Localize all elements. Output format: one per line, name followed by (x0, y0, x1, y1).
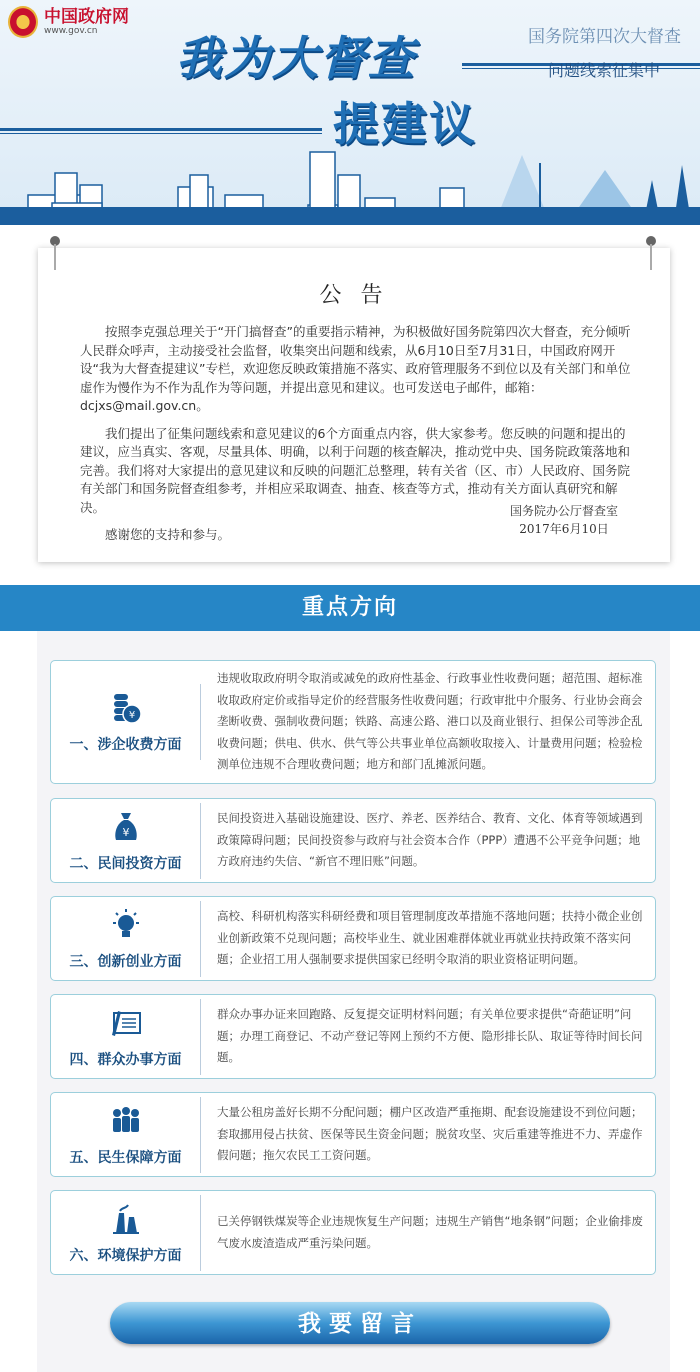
document-pen-icon (108, 1005, 144, 1041)
site-url: www.gov.cn (44, 26, 98, 36)
focus-item (50, 1190, 656, 1275)
announcement-paragraph: 按照李克强总理关于“开门搞督查”的重要指示精神，为积极做好国务院第四次大督查，充分倾听人民群众呼声，主动接受社会监督，收集突出问题和线索，从6月10日至7月31日，中国政府网开设“我为大督查提建议”专栏，欢迎您反映政策措施不落实、政府管理服务不到位以及有关部门和单位虚作为慢作为不作为乱作为等问题，并提出意见和建议。也可发送电子邮件，邮箱：dcjxs@mail.gov.cn。 (80, 324, 631, 413)
banner-title-line1: 我为大督查 (176, 31, 416, 85)
signature-org: 国务院办公厅督查室 (509, 504, 618, 518)
focus-item-text: 群众办事办证来回跑路、反复提交证明材料问题；有关单位要求提供“奇葩证明”问题；办理工商登记、不动产登记等网上预约不方便、隐形排长队、取证等待时间长问题。 (217, 1007, 643, 1065)
announcement-title: 公 告 (319, 283, 389, 308)
city-skyline-illustration (0, 135, 700, 225)
signature-date: 2017年6月10日 (519, 522, 609, 536)
focus-item-text: 高校、科研机构落实科研经费和项目管理制度改革措施不落地问题；扶持小微企业创业创新政策不兑现问题；高校毕业生、就业困难群体就业再就业扶持政策不落实问题；企业招工用人强制要求提供国家已经明令取消的职业资格证明问题。 (217, 909, 643, 967)
banner-subtitle-2: 问题线索征集中 (548, 61, 661, 80)
header-banner (0, 0, 700, 225)
focus-item-text: 已关停钢铁煤炭等企业违规恢复生产问题；违规生产销售“地条钢”问题；企业偷排废气废水废渣造成严重污染问题。 (217, 1214, 643, 1250)
focus-item-text: 民间投资进入基础设施建设、医疗、养老、医养结合、教育、文化、体育等领域遇到政策障碍问题；民间投资参与政府与社会资本合作（PPP）遭遇不公平竞争问题；地方政府违约失信、“新官不理旧账”问题。 (217, 811, 643, 869)
announcement-paragraph: 感谢您的支持和参与。 (105, 527, 231, 542)
decor-line (0, 128, 322, 134)
focus-item (50, 896, 656, 981)
focus-item-label: 六、环境保护方面 (69, 1247, 182, 1264)
factory-icon (108, 1201, 144, 1237)
banner-title-line2: 提建议 (333, 97, 477, 151)
focus-item-text: 违规收取政府明令取消或减免的政府性基金、行政事业性收费问题；超范围、超标准收取政府定价或指导定价的经营服务性收费问题；行政审批中介服务、行业协会商会垄断收费、强制收费问题；铁路、高速公路、港口以及商业银行、担保公司等涉企乱收费问题；供电、供水、供气等公共事业单位高额收取接入、计量费用问题；检验检测单位违规不合理收费问题；地方和部门乱摊派问题。 (217, 671, 643, 772)
focus-item-label: 四、群众办事方面 (69, 1051, 182, 1068)
coins-icon (108, 690, 144, 726)
section-title: 重点方向 (0, 585, 700, 631)
focus-item (50, 1092, 656, 1177)
focus-item (50, 994, 656, 1079)
money-bag-icon (108, 809, 144, 845)
focus-item (50, 660, 656, 784)
focus-item-label: 五、民生保障方面 (69, 1149, 182, 1166)
focus-item-label: 二、民间投资方面 (69, 855, 182, 872)
leave-message-button[interactable]: 我要留言 (110, 1302, 610, 1344)
people-icon (108, 1103, 144, 1139)
pin-icon (50, 236, 60, 246)
site-logo[interactable] (8, 6, 129, 38)
announcement-card (38, 248, 670, 562)
lightbulb-icon (108, 907, 144, 943)
site-name: 中国政府网 (44, 7, 129, 27)
svg-text:¥: ¥ (128, 710, 135, 721)
focus-item-text: 大量公租房盖好长期不分配问题；棚户区改造严重拖期、配套设施建设不到位问题；套取挪用侵占扶贫、医保等民生资金问题；脱贫攻坚、灾后重建等推进不力、弄虚作假问题；拖欠农民工工资问题。 (217, 1105, 643, 1163)
pin-icon (646, 236, 656, 246)
announcement-paragraph: 我们提出了征集问题线索和意见建议的6个方面重点内容，供大家参考。您反映的问题和提出的建议，应当真实、客观，尽量具体、明确，以利于问题的核查解决，推动党中央、国务院政策落地和完善。我们将对大家提出的意见建议和反映的问题汇总整理，转有关省（区、市）人民政府、国务院有关部门和国务院督查组参考，并相应采取调查、抽查、核查等方式，推动有关方面认真研究和解决。 (80, 425, 631, 515)
focus-item (50, 798, 656, 883)
focus-panel (37, 631, 670, 1372)
focus-item-label: 三、创新创业方面 (69, 953, 182, 970)
svg-text:¥: ¥ (122, 825, 129, 839)
national-emblem-icon (8, 6, 38, 38)
focus-item-label: 一、涉企收费方面 (69, 737, 182, 753)
announcement-signature (510, 502, 618, 538)
banner-subtitle: 国务院第四次大督查 (528, 27, 681, 47)
